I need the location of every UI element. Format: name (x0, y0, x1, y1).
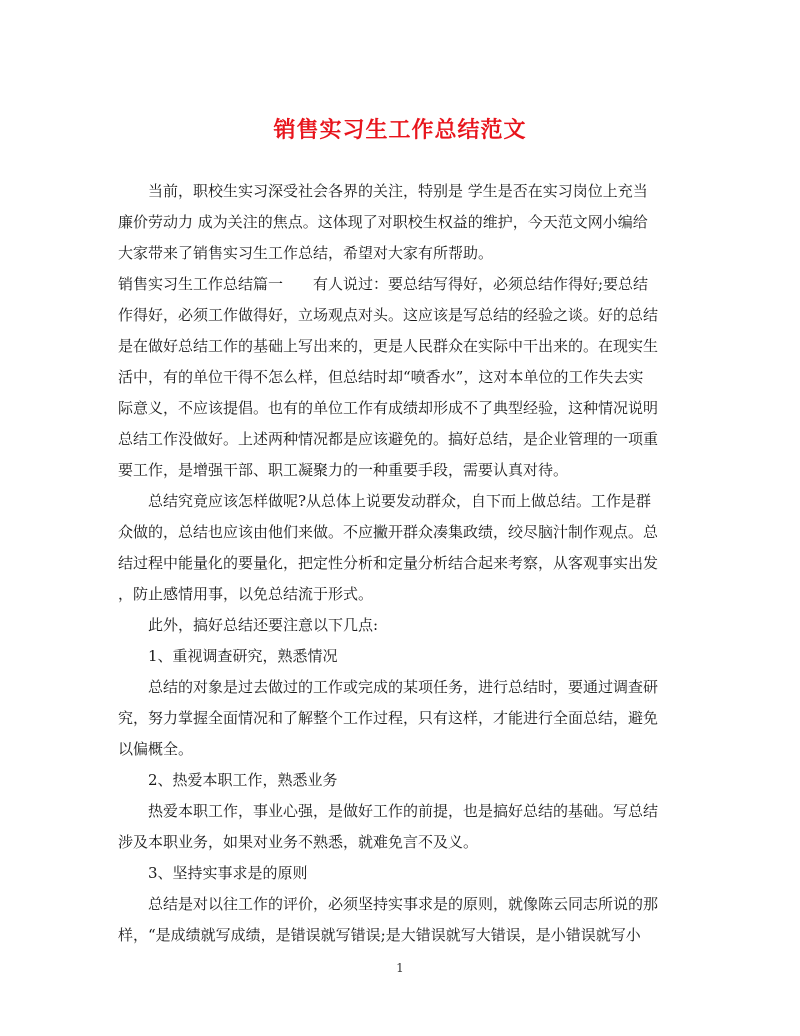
text-line: 总结究竟应该怎样做呢?从总体上说要发动群众，自下而上做总结。工作是群 (148, 492, 652, 510)
text-line: 总结的对象是过去做过的工作或完成的某项任务，进行总结时，要通过调查研 (148, 678, 659, 696)
text-line: 总结是对以往工作的评价，必须坚持实事求是的原则，就像陈云同志所说的那 (148, 895, 659, 913)
text-line: 当前，职校生实习深受社会各界的关注，特别是 学生是否在实习岗位上充当 (148, 182, 648, 200)
text-line: 2、热爱本职工作，熟悉业务 (148, 771, 338, 789)
text-line: 作得好，必须工作做得好，立场观点对头。这应该是写总结的经验之谈。好的总结 (118, 306, 659, 324)
text-line: 际意义，不应该提倡。也有的单位工作有成绩却形成不了典型经验，这种情况说明 (118, 399, 659, 417)
text-line: 以偏概全。 (118, 740, 194, 758)
text-line: 样，“是成绩就写成绩，是错误就写错误;是大错误就写大错误，是小错误就写小 (118, 926, 641, 944)
text-line: 众做的，总结也应该由他们来做。不应撇开群众凑集政绩，绞尽脑汁制作观点。总 (118, 523, 659, 541)
text-line: ，防止感情用事，以免总结流于形式。 (118, 585, 374, 603)
text-line: 涉及本职业务，如果对业务不熟悉，就难免言不及义。 (118, 833, 479, 851)
text-line: 此外，搞好总结还要注意以下几点: (148, 616, 379, 634)
text-line: 结过程中能量化的要量化，把定性分析和定量分析结合起来考察，从客观事实出发 (118, 554, 659, 572)
text-line: 活中，有的单位干得不怎么样，但总结时却“喷香水”，这对本单位的工作失去实 (118, 368, 644, 386)
text-line: 总结工作没做好。上述两种情况都是应该避免的。搞好总结，是企业管理的一项重 (118, 430, 659, 448)
text-line: 廉价劳动力 成为关注的焦点。这体现了对职校生权益的维护，今天范文网小编给 (118, 213, 648, 231)
text-line: 1、重视调查研究，熟悉情况 (148, 647, 338, 665)
text-line: 热爱本职工作，事业心强，是做好工作的前提，也是搞好总结的基础。写总结 (148, 802, 659, 820)
text-line: 是在做好总结工作的基础上写出来的，更是人民群众在实际中干出来的。在现实生 (118, 337, 659, 355)
document-title: 销售实习生工作总结范文 (273, 117, 527, 143)
text-line: 究，努力掌握全面情况和了解整个工作过程，只有这样，才能进行全面总结，避免 (118, 709, 659, 727)
document-body (118, 176, 688, 951)
text-line: 3、坚持实事求是的原则 (148, 864, 308, 882)
text-line: 大家带来了销售实习生工作总结，希望对大家有所帮助。 (118, 244, 494, 262)
page-number: 1 (396, 961, 404, 975)
text-line: 销售实习生工作总结篇一 有人说过：要总结写得好，必须总结作得好;要总结 (118, 275, 649, 293)
text-line: 要工作，是增强干部、职工凝聚力的一种重要手段，需要认真对待。 (118, 461, 569, 479)
